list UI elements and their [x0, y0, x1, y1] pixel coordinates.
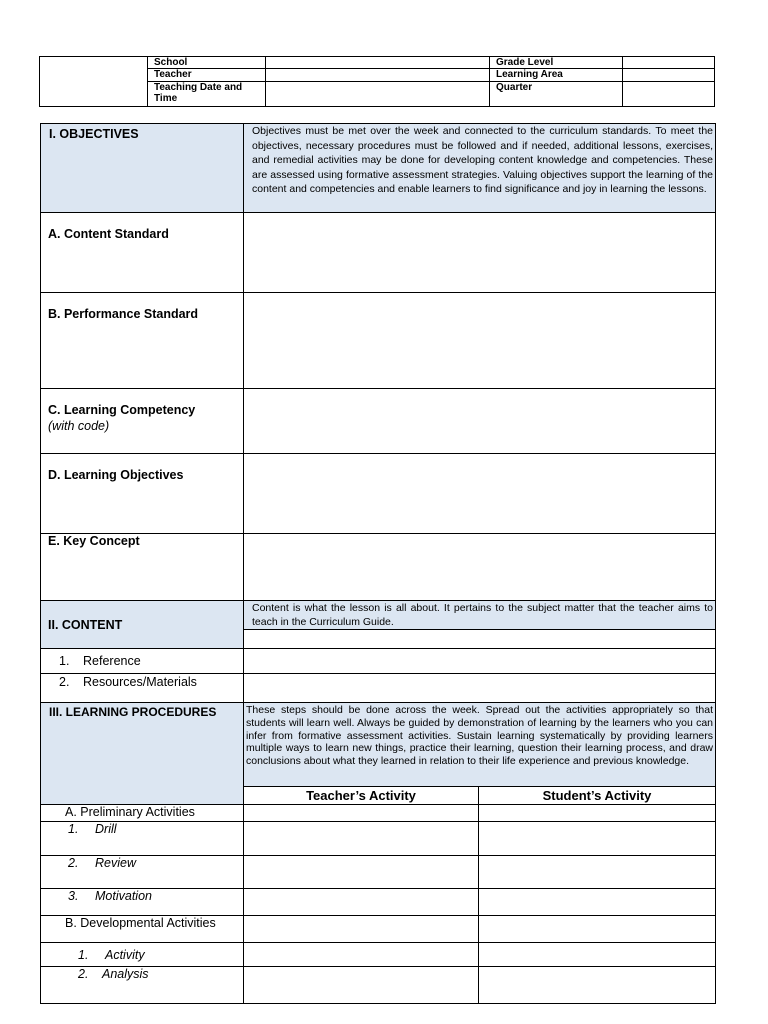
key-concept-field[interactable]: [244, 534, 716, 601]
reference-text: Reference: [83, 654, 141, 668]
content-title: II. CONTENT: [41, 601, 244, 649]
objectives-description: Objectives must be met over the week and connected to the curriculum standards. To meet the objectives, necessary procedures must be followed and if needed, additional lessons, exercises, and remedial activities may be done for developing content knowledge and competencies. These are assessed using formative assessment strategies. Valuing objectives support the learning of the content and competencies and enable learners to find significance and joy in learning the lessons.: [244, 124, 716, 213]
analysis-text: Analysis: [102, 967, 149, 981]
developmental-activities-label: B. Developmental Activities: [41, 916, 244, 943]
grade-level-label: Grade Level: [490, 57, 623, 69]
performance-standard-label: B. Performance Standard: [41, 293, 244, 389]
review-label: [41, 856, 244, 889]
drill-student-cell[interactable]: [479, 822, 716, 856]
teaching-date-value[interactable]: [266, 82, 490, 107]
activity-text: Activity: [105, 947, 145, 962]
motivation-student-cell[interactable]: [479, 889, 716, 916]
activity-label: [41, 943, 244, 967]
analysis-label: [41, 967, 244, 1004]
learning-competency-text: C. Learning Competency: [48, 403, 196, 417]
activity-num: 1.: [78, 947, 89, 962]
procedures-title: III. LEARNING PROCEDURES: [41, 703, 244, 805]
quarter-value[interactable]: [623, 82, 715, 107]
activity-teacher-cell[interactable]: [244, 943, 479, 967]
teacher-label: Teacher: [148, 69, 266, 82]
drill-label: [41, 822, 244, 856]
reference-label: [41, 649, 244, 674]
content-description: Content is what the lesson is all about. It pertains to the subject matter that the teacher aims to teach in the Curriculum Guide.: [244, 601, 716, 630]
procedures-description: These steps should be done across the week. Spread out the activities appropriately so that students will learn well. Always be guided by demonstration of learning by the learners who you can infer from formative assessment activities. Sustain learning systematically by providing learners multiple ways to learn new things, practice their learning, question their learning process, and draw conclusions about what they learned in relation to their life experience and previous knowledge.: [244, 703, 716, 787]
header-info-table: [39, 56, 715, 107]
learning-area-value[interactable]: [623, 69, 715, 82]
quarter-label: Quarter: [490, 82, 623, 107]
lesson-plan-table: [40, 123, 716, 1004]
logo-cell: [40, 57, 148, 107]
teacher-value[interactable]: [266, 69, 490, 82]
motivation-label: [41, 889, 244, 916]
performance-standard-field[interactable]: [244, 293, 716, 389]
review-text: Review: [95, 856, 136, 870]
motivation-text: Motivation: [95, 889, 152, 903]
learning-competency-field[interactable]: [244, 389, 716, 454]
drill-text: Drill: [95, 822, 117, 836]
resources-field[interactable]: [244, 674, 716, 703]
activity-student-cell[interactable]: [479, 943, 716, 967]
resources-num: 2.: [59, 675, 70, 689]
content-standard-field[interactable]: [244, 213, 716, 293]
developmental-student-cell[interactable]: [479, 916, 716, 943]
student-activity-header: Student’s Activity: [479, 787, 716, 805]
learning-competency-label: [41, 389, 244, 454]
school-value[interactable]: [266, 57, 490, 69]
school-label: School: [148, 57, 266, 69]
key-concept-label: E. Key Concept: [41, 534, 244, 601]
content-field[interactable]: [244, 630, 716, 649]
objectives-title: I. OBJECTIVES: [41, 124, 244, 213]
grade-level-value[interactable]: [623, 57, 715, 69]
preliminary-teacher-cell[interactable]: [244, 805, 479, 822]
learning-objectives-label: D. Learning Objectives: [41, 454, 244, 534]
analysis-num: 2.: [78, 967, 89, 981]
learning-objectives-field[interactable]: [244, 454, 716, 534]
analysis-student-cell[interactable]: [479, 967, 716, 1004]
review-num: 2.: [68, 856, 79, 870]
motivation-num: 3.: [68, 889, 79, 903]
reference-num: 1.: [59, 654, 70, 668]
resources-label: [41, 674, 244, 703]
with-code-note: (with code): [48, 419, 110, 433]
drill-teacher-cell[interactable]: [244, 822, 479, 856]
review-teacher-cell[interactable]: [244, 856, 479, 889]
learning-area-label: Learning Area: [490, 69, 623, 82]
teacher-activity-header: Teacher’s Activity: [244, 787, 479, 805]
resources-text: Resources/Materials: [83, 675, 197, 689]
developmental-teacher-cell[interactable]: [244, 916, 479, 943]
preliminary-activities-label: A. Preliminary Activities: [41, 805, 244, 822]
drill-num: 1.: [68, 822, 79, 836]
reference-field[interactable]: [244, 649, 716, 674]
analysis-teacher-cell[interactable]: [244, 967, 479, 1004]
review-student-cell[interactable]: [479, 856, 716, 889]
preliminary-student-cell[interactable]: [479, 805, 716, 822]
motivation-teacher-cell[interactable]: [244, 889, 479, 916]
content-standard-label: A. Content Standard: [41, 213, 244, 293]
teaching-date-label: Teaching Date and Time: [148, 82, 266, 107]
